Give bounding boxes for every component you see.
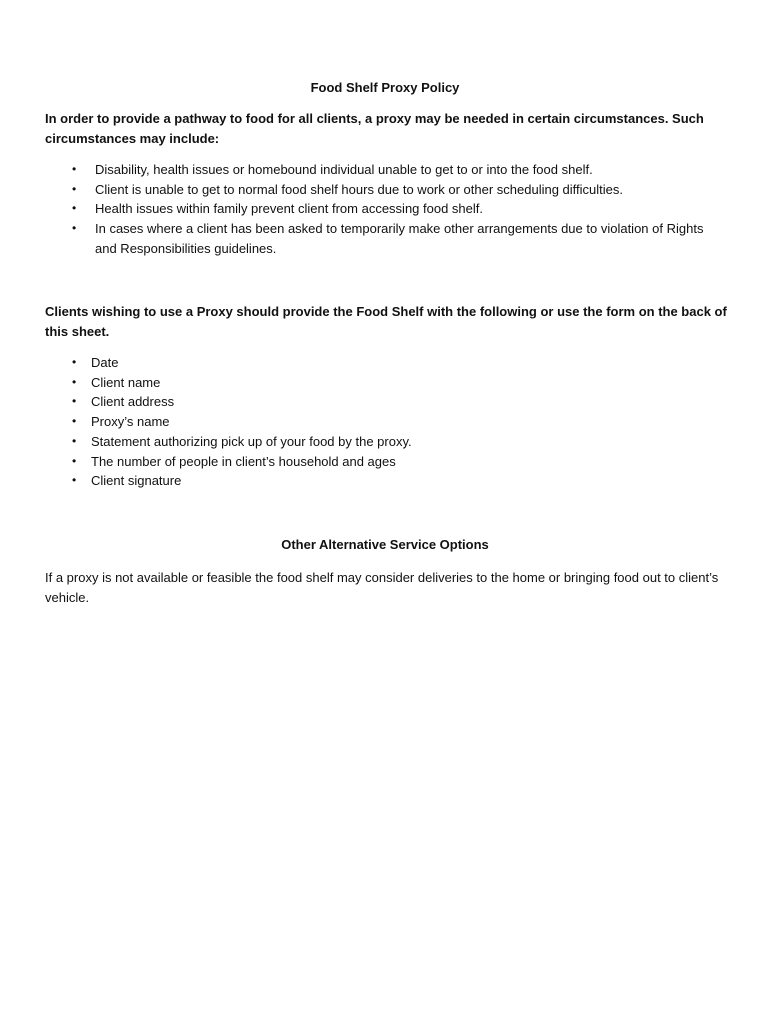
bullet-icon: • [72,162,77,176]
bullet-icon: • [72,473,77,488]
list-item [72,432,691,452]
bullet-icon: • [72,374,77,389]
requirements-list [72,353,691,491]
list-item [72,353,691,373]
list-item [72,180,725,200]
bullet-icon: • [72,394,77,409]
list-item-text: Health issues within family prevent client from accessing food shelf. [95,201,484,217]
list-item [72,452,691,472]
intro-paragraph: In order to provide a pathway to food for all clients, a proxy may be needed in certain circumstances. Such circumstances may include: [45,111,704,146]
list-item [72,160,725,180]
list-item [72,392,691,412]
list-item [72,199,725,219]
bullet-icon: • [72,201,77,216]
list-item [72,373,691,393]
list-item-text: In cases where a client has been asked to temporarily make other arrangements due to violation of Rights and Responsibilities guidelines. [95,221,704,256]
list-item [72,471,691,491]
list-item [72,412,691,432]
list-item-text: Disability, health issues or homebound individual unable to get to or into the food shelf. [95,162,593,177]
list-item-text: Client signature [91,473,182,489]
clients-intro-paragraph: Clients wishing to use a Proxy should provide the Food Shelf with the following or use the form on the back of this sheet. [45,304,727,339]
list-item-text: The number of people in client’s household and ages [91,453,396,469]
circumstances-list [72,160,725,259]
list-item-text: Client name [91,374,161,390]
bullet-icon: • [72,221,77,236]
document-title: Food Shelf Proxy Policy [310,80,460,95]
bullet-icon: • [72,414,77,429]
list-item-text: Date [91,355,119,370]
list-item-text: Proxy’s name [91,414,170,430]
bullet-icon: • [72,181,77,196]
list-item [72,219,725,258]
alternative-options-heading: Other Alternative Service Options [281,537,489,552]
bullet-icon: • [72,433,77,448]
list-item-text: Client is unable to get to normal food shelf hours due to work or other scheduling difficulties. [95,181,624,197]
bullet-icon: • [72,453,77,468]
list-item-text: Client address [91,394,175,410]
bullet-icon: • [72,355,77,369]
list-item-text: Statement authorizing pick up of your food by the proxy. [91,433,412,449]
alternative-options-paragraph: If a proxy is not available or feasible the food shelf may consider deliveries to the home or bringing food out to client’s vehicle. [45,570,719,605]
